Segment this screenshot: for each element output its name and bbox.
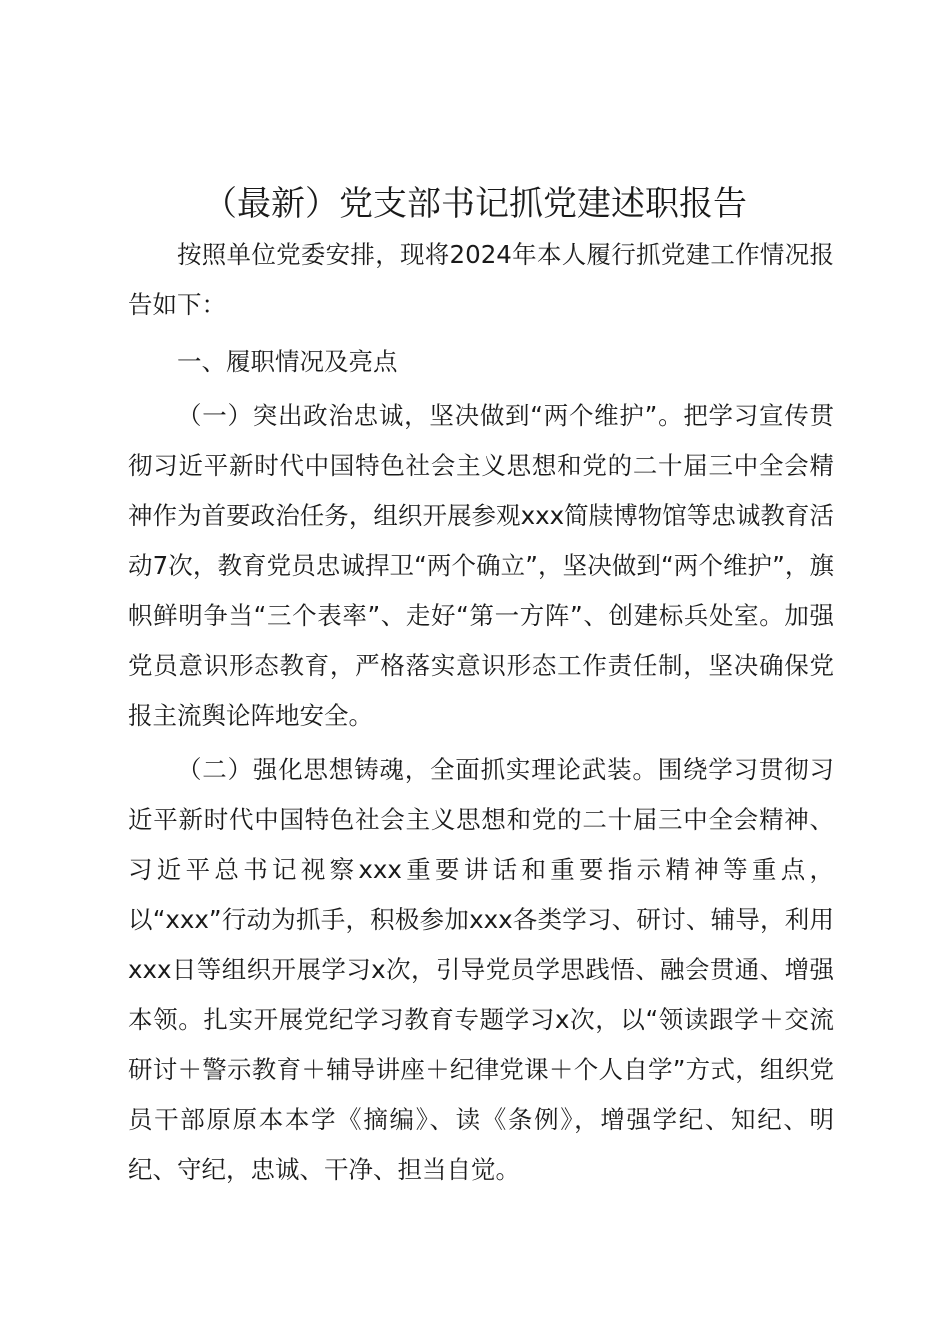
document-title: （最新）党支部书记抓党建述职报告 xyxy=(203,184,747,224)
body-paragraph-item-1: （一）突出政治忠诚，坚决做到“两个维护”。把学习宣传贯彻习近平新时代中国特色社会主义思想和党的二十届三中全会精神作为首要政治任务，组织开展参观xxx简牍博物馆等忠诚教育活动7次，教育党员忠诚捍卫“两个确立”，坚决做到“两个维护”，旗帜鲜明争当“三个表率”、走好“第一方阵”、创建标兵处室。加强党员意识形态教育，严格落实意识形态工作责任制，坚决确保党报主流舆论阵地安全。 xyxy=(128,401,834,730)
document-body xyxy=(128,230,834,1195)
intro-paragraph: 按照单位党委安排，现将2024年本人履行抓党建工作情况报告如下： xyxy=(128,240,834,319)
body-paragraph-item-2: （二）强化思想铸魂，全面抓实理论武装。围绕学习贯彻习近平新时代中国特色社会主义思想和党的二十届三中全会精神、习近平总书记视察xxx重要讲话和重要指示精神等重点，以“xxx”行动为抓手，积极参加xxx各类学习、研讨、辅导，利用xxx日等组织开展学习x次，引导党员学思践悟、融会贯通、增强本领。扎实开展党纪学习教育专题学习x次，以“领读跟学＋交流研讨＋警示教育＋辅导讲座＋纪律党课＋个人自学”方式，组织党员干部原原本本学《摘编》、读《条例》，增强学纪、知纪、明纪、守纪，忠诚、干净、担当自觉。 xyxy=(128,755,834,1184)
section-heading: 一、履职情况及亮点 xyxy=(177,347,398,376)
